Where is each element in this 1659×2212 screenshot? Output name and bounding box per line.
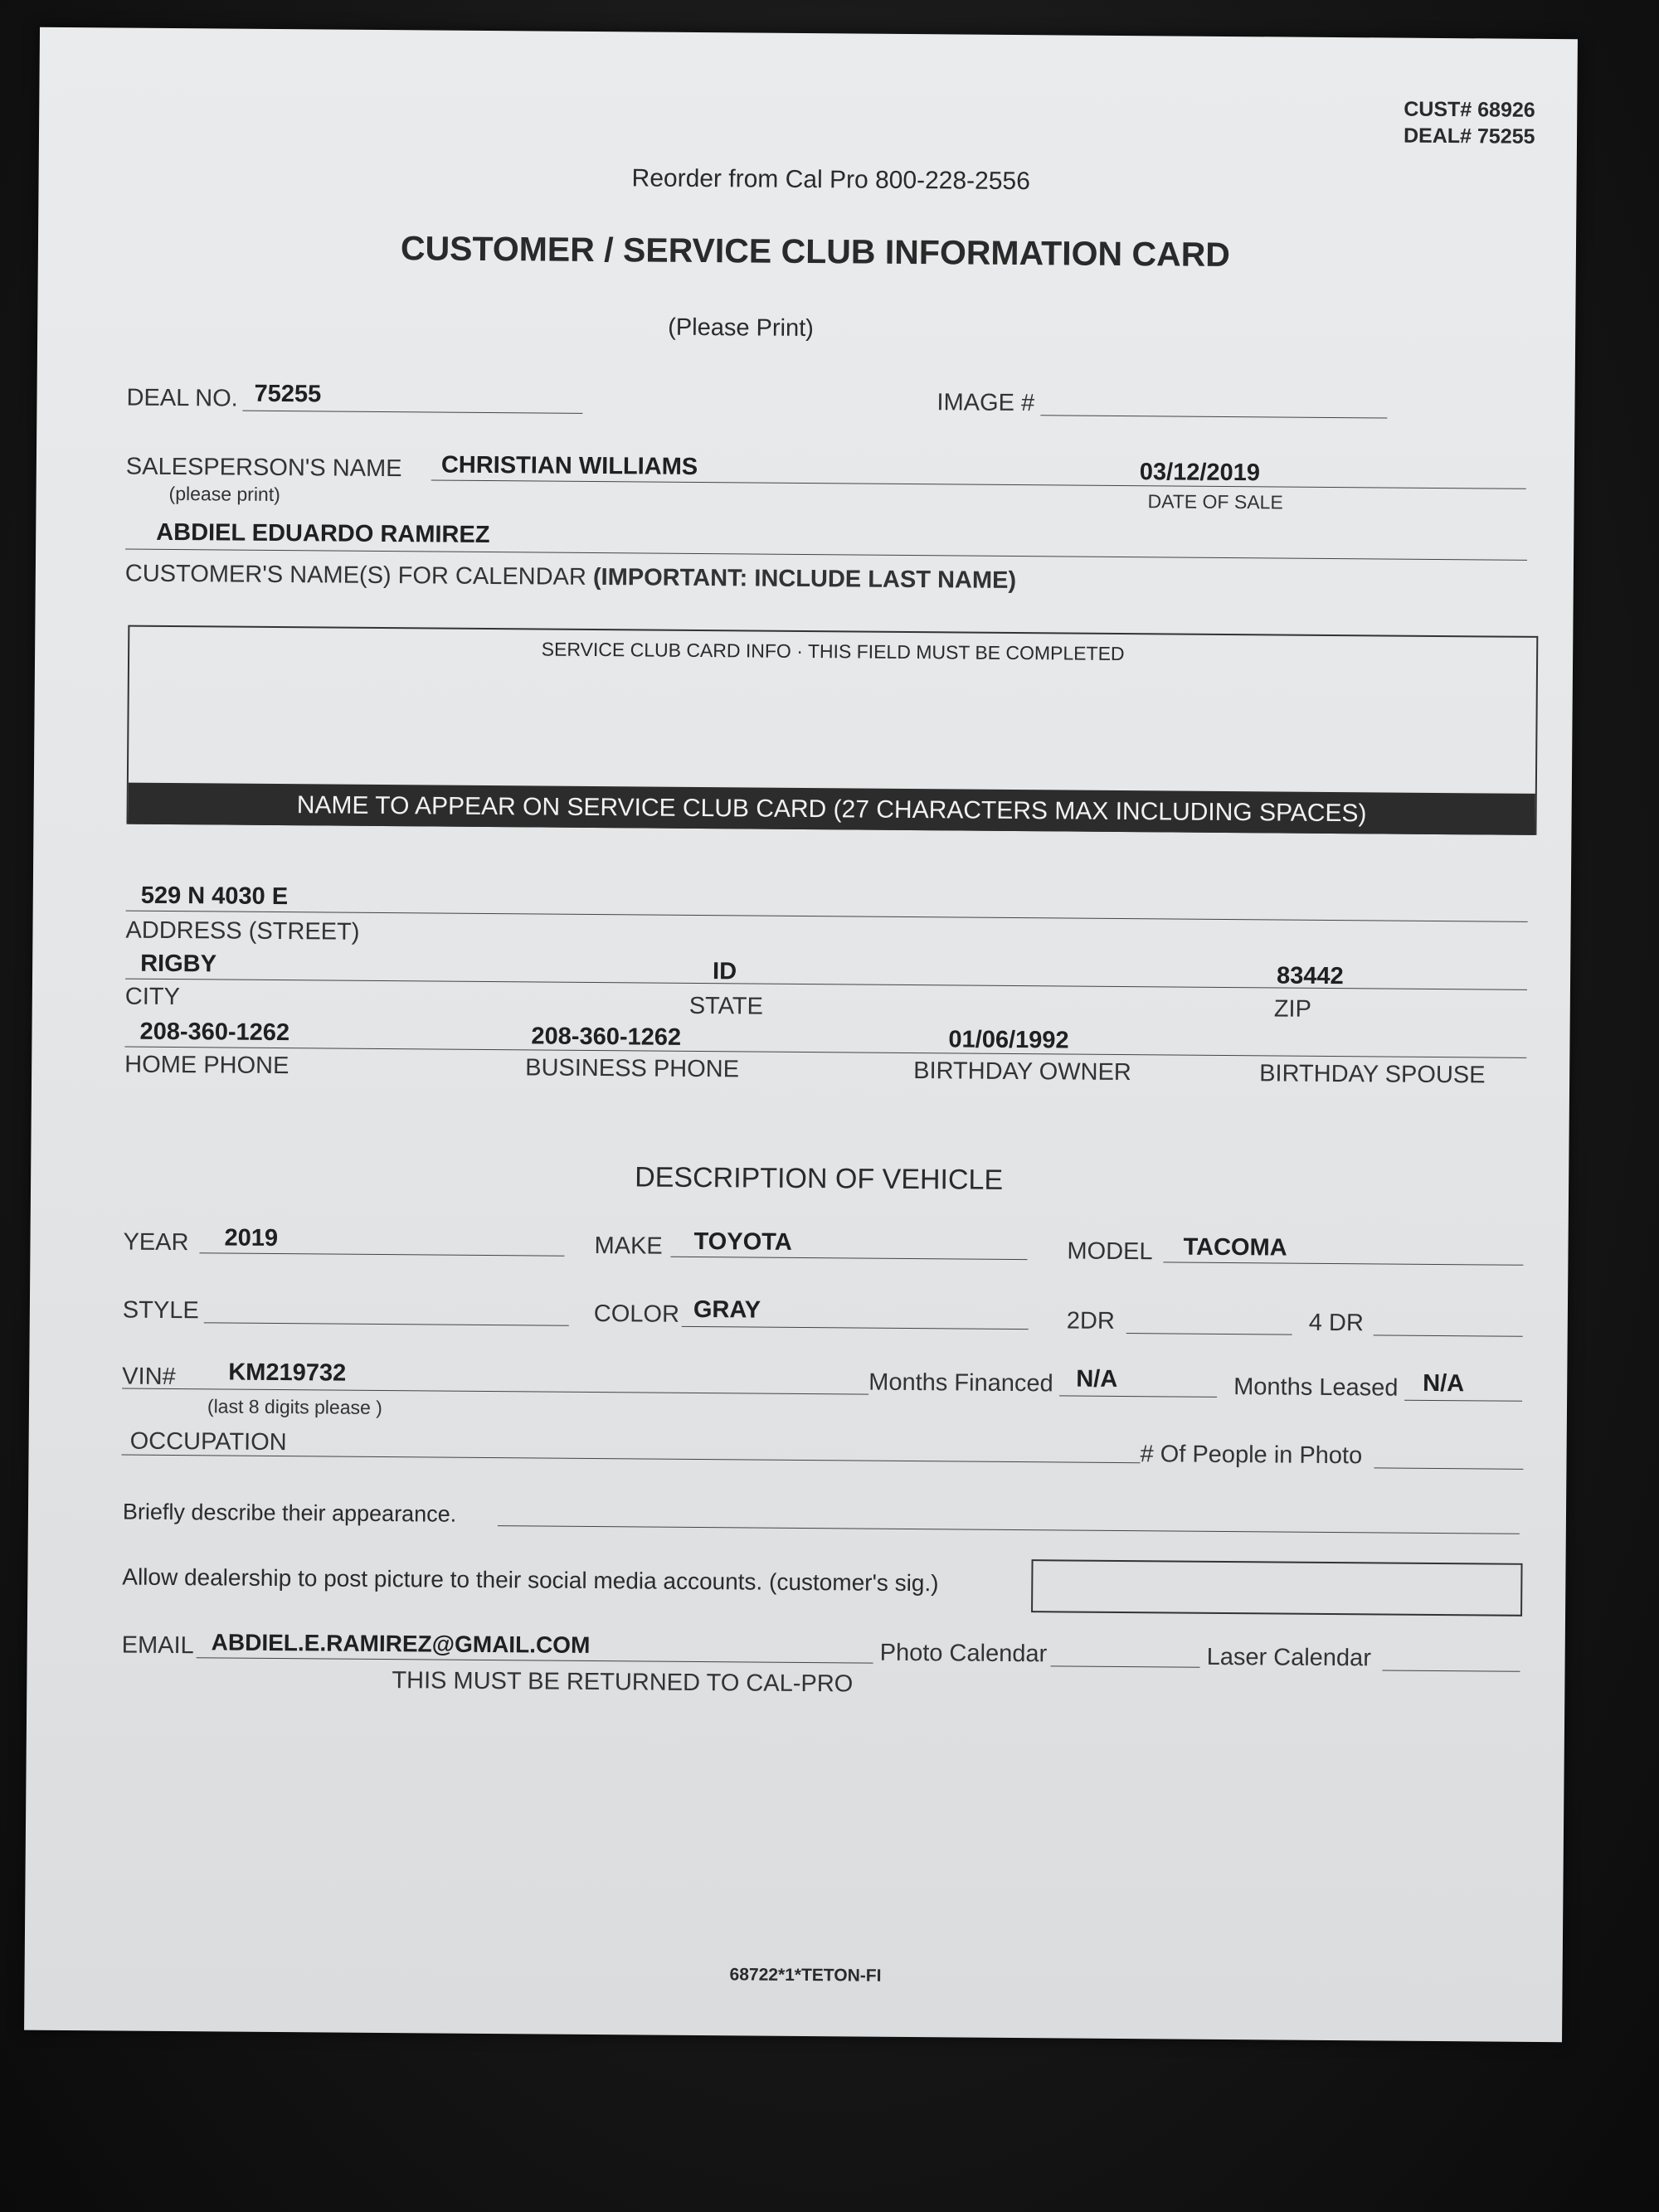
deal-no-label: DEAL NO.	[126, 384, 238, 412]
customer-name-label	[125, 561, 1016, 595]
year-label: YEAR	[123, 1228, 189, 1257]
service-club-banner	[128, 783, 1535, 835]
please-print-sub: (please print)	[168, 482, 280, 506]
salesperson-line	[431, 479, 1526, 489]
social-media-label: Allow dealership to post picture to their social media accounts. (customer's sig.)	[122, 1563, 939, 1597]
model-value: TACOMA	[1183, 1233, 1287, 1262]
vin-line	[122, 1388, 868, 1395]
two-door-label: 2DR	[1066, 1307, 1115, 1334]
date-of-sale-label: DATE OF SALE	[1147, 490, 1283, 513]
deal-number: DEAL# 75255	[1403, 124, 1535, 148]
cust-number: CUST# 68926	[1404, 97, 1535, 122]
color-line	[682, 1326, 1029, 1330]
months-leased-value: N/A	[1423, 1369, 1465, 1398]
email-label: EMAIL	[121, 1631, 194, 1660]
people-in-photo-line	[1374, 1467, 1523, 1469]
four-door-label: 4 DR	[1308, 1309, 1365, 1337]
model-line	[1163, 1262, 1523, 1265]
business-phone-value: 208-360-1262	[531, 1023, 682, 1051]
street-value: 529 N 4030 E	[140, 882, 289, 911]
year-value: 2019	[224, 1224, 279, 1252]
street-label: ADDRESS (STREET)	[125, 916, 360, 946]
service-club-caption: SERVICE CLUB CARD INFO · THIS FIELD MUST BE COMPLETED	[541, 638, 1125, 665]
social-media-signature-box	[1031, 1559, 1522, 1616]
please-print-note: (Please Print)	[668, 314, 815, 343]
occupation-line	[122, 1455, 1141, 1464]
zip-value: 83442	[1276, 962, 1344, 990]
color-label: COLOR	[593, 1300, 680, 1328]
footer-code: 68722*1*TETON-FI	[729, 1965, 882, 1986]
photo-calendar-label: Photo Calendar	[879, 1639, 1048, 1668]
people-in-photo-label: # Of People in Photo	[1140, 1441, 1363, 1470]
months-leased-label: Months Leased	[1233, 1373, 1399, 1402]
phones-line	[124, 1047, 1526, 1058]
customer-name-label-important: (IMPORTANT: INCLUDE LAST NAME)	[592, 563, 1017, 594]
photo-calendar-line	[1051, 1665, 1200, 1667]
model-label: MODEL	[1067, 1237, 1153, 1266]
birthday-owner-value: 01/06/1992	[948, 1026, 1069, 1054]
date-of-sale-value: 03/12/2019	[1139, 459, 1261, 487]
occupation-label: OCCUPATION	[129, 1427, 287, 1456]
return-note: THIS MUST BE RETURNED TO CAL-PRO	[392, 1667, 854, 1698]
style-line	[204, 1322, 569, 1325]
make-label: MAKE	[594, 1232, 663, 1260]
laser-calendar-line	[1383, 1670, 1520, 1671]
make-value: TOYOTA	[693, 1228, 792, 1256]
year-line	[199, 1252, 564, 1256]
laser-calendar-label: Laser Calendar	[1206, 1643, 1372, 1672]
birthday-spouse-label: BIRTHDAY SPOUSE	[1259, 1060, 1486, 1089]
form-paper	[24, 27, 1578, 2042]
reorder-note: Reorder from Cal Pro 800-228-2556	[631, 164, 1030, 196]
service-club-box	[126, 625, 1538, 835]
email-value: ABDIEL.E.RAMIREZ@GMAIL.COM	[211, 1629, 591, 1658]
four-door-line	[1374, 1334, 1523, 1336]
image-line	[1040, 415, 1387, 418]
appearance-label: Briefly describe their appearance.	[122, 1499, 457, 1527]
style-label: STYLE	[122, 1296, 199, 1325]
months-financed-line	[1059, 1395, 1217, 1397]
deal-no-value: 75255	[254, 380, 322, 408]
customer-name-line	[125, 549, 1527, 561]
home-phone-value: 208-360-1262	[139, 1018, 290, 1047]
zip-label: ZIP	[1273, 995, 1312, 1023]
months-financed-value: N/A	[1076, 1365, 1118, 1393]
vin-value: KM219732	[228, 1359, 347, 1387]
vehicle-heading: DESCRIPTION OF VEHICLE	[635, 1161, 1004, 1196]
city-label: CITY	[124, 983, 181, 1011]
image-label: IMAGE #	[937, 389, 1035, 417]
birthday-owner-label: BIRTHDAY OWNER	[913, 1057, 1131, 1087]
state-value: ID	[712, 958, 737, 985]
make-line	[670, 1257, 1027, 1260]
months-financed-label: Months Financed	[868, 1369, 1053, 1398]
months-leased-line	[1404, 1400, 1522, 1402]
business-phone-label: BUSINESS PHONE	[525, 1054, 740, 1083]
city-value: RIGBY	[140, 950, 217, 978]
home-phone-label: HOME PHONE	[124, 1051, 289, 1080]
vin-label: VIN#	[122, 1363, 176, 1391]
salesperson-value: CHRISTIAN WILLIAMS	[440, 451, 698, 480]
appearance-line	[498, 1525, 1520, 1534]
two-door-line	[1126, 1333, 1292, 1335]
color-value: GRAY	[693, 1296, 761, 1324]
customer-name-label-text: CUSTOMER'S NAME(S) FOR CALENDAR	[124, 560, 587, 591]
form-title: CUSTOMER / SERVICE CLUB INFORMATION CARD	[400, 229, 1231, 274]
salesperson-label: SALESPERSON'S NAME	[125, 453, 402, 483]
deal-no-line	[242, 411, 582, 414]
state-label: STATE	[688, 992, 764, 1020]
service-club-banner-text: NAME TO APPEAR ON SERVICE CLUB CARD (27 CHARACTERS MAX INCLUDING SPACES)	[296, 791, 1367, 828]
vin-sub: (last 8 digits please )	[207, 1395, 383, 1419]
customer-name-value: ABDIEL EDUARDO RAMIREZ	[156, 518, 490, 548]
